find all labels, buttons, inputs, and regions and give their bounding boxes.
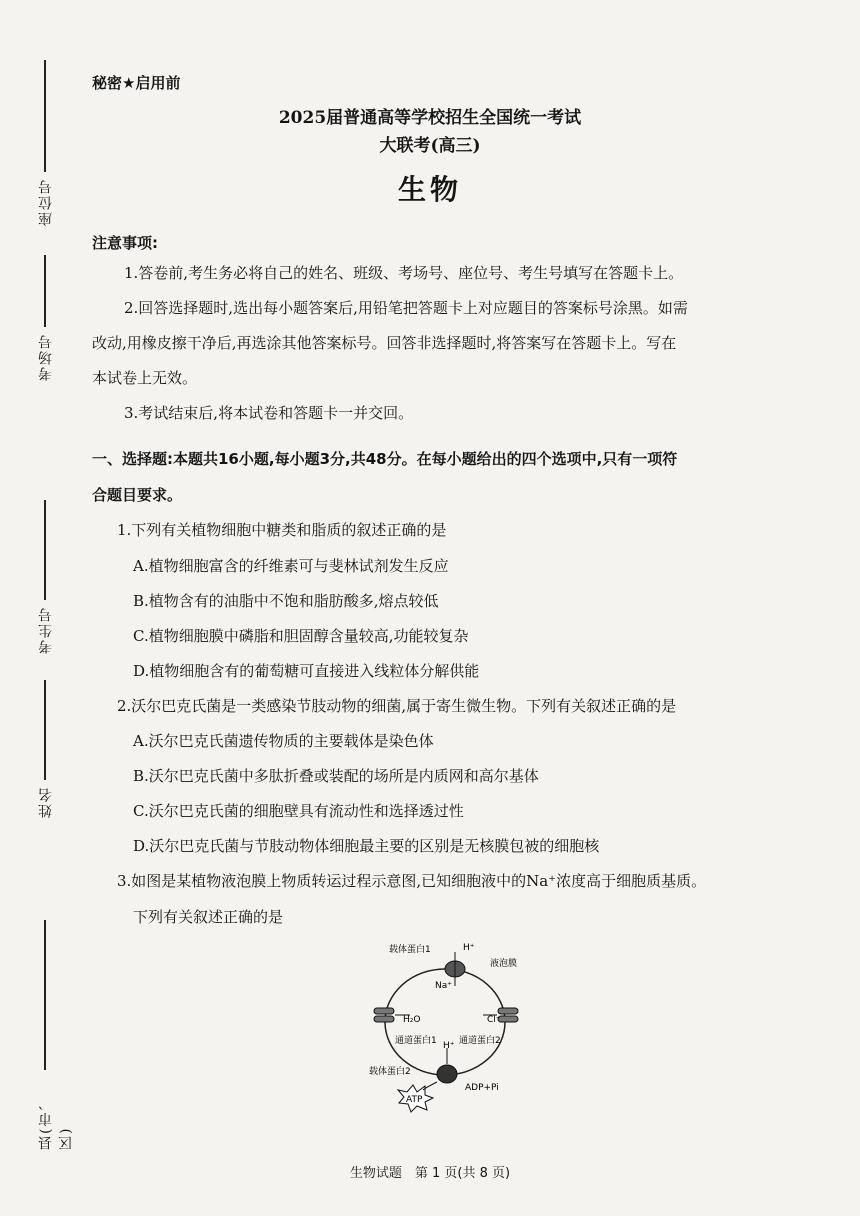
page-footer: 生物试题 第 1 页(共 8 页) xyxy=(349,1166,511,1181)
name-line xyxy=(44,680,46,780)
channel-2-lower xyxy=(498,1016,518,1022)
exam-subtitle: 大联考(高三) xyxy=(379,136,481,156)
label-h-top: H⁺ xyxy=(463,943,475,953)
question-1-option-d: D.植物细胞含有的葡萄糖可直接进入线粒体分解供能 xyxy=(133,662,480,680)
question-2-option-c: C.沃尔巴克氏菌的细胞壁具有流动性和选择透过性 xyxy=(133,802,464,820)
label-na: Na⁺ xyxy=(435,981,452,991)
carrier-protein-2-shape xyxy=(437,1065,457,1083)
question-1-option-c: C.植物细胞膜中磷脂和胆固醇含量较高,功能较复杂 xyxy=(133,627,469,645)
section-heading-cont: 合题目要求。 xyxy=(92,486,183,504)
examinee-field xyxy=(30,500,60,660)
note-item-2: 2.回答选择题时,选出每小题答案后,用铅笔把答题卡上对应题目的答案标号涂黑。如需 xyxy=(124,299,688,317)
county-field xyxy=(30,920,74,1150)
question-2-option-a: A.沃尔巴克氏菌遗传物质的主要载体是染色体 xyxy=(133,732,434,750)
label-carrier-2: 载体蛋白2 xyxy=(369,1067,411,1077)
question-2-option-b: B.沃尔巴克氏菌中多肽折叠或装配的场所是内质网和高尔基体 xyxy=(133,767,539,785)
seat-label: 座位号 xyxy=(38,178,54,226)
note-item-2-cont: 改动,用橡皮擦干净后,再选涂其他答案标号。回答非选择题时,将答案写在答题卡上。写在 xyxy=(92,334,677,352)
section-heading: 一、选择题:本题共16小题,每小题3分,共48分。在每小题给出的四个选项中,只有一项符 xyxy=(92,450,678,468)
label-adp: ADP+Pi xyxy=(465,1083,499,1093)
label-channel-1: 通道蛋白1 xyxy=(395,1036,437,1046)
label-h-mid: H⁺ xyxy=(443,1041,455,1051)
confidential-mark: 秘密★启用前 xyxy=(92,74,181,92)
note-item-2-cont2: 本试卷上无效。 xyxy=(92,369,198,387)
note-item-1: 1.答卷前,考生务必将自己的姓名、班级、考场号、座位号、考生号填写在答题卡上。 xyxy=(124,264,684,282)
channel-2-upper xyxy=(498,1008,518,1014)
label-channel-2: 通道蛋白2 xyxy=(459,1036,501,1046)
name-label: 姓名 xyxy=(38,786,54,818)
question-1-option-b: B.植物含有的油脂中不饱和脂肪酸多,熔点较低 xyxy=(133,592,439,610)
label-carrier-1: 载体蛋白1 xyxy=(389,945,431,955)
notes-heading: 注意事项: xyxy=(92,234,158,252)
room-line xyxy=(44,255,46,327)
question-2-stem: 2.沃尔巴克氏菌是一类感染节肢动物的细菌,属于寄生微生物。下列有关叙述正确的是 xyxy=(117,697,677,715)
label-h2o: H₂O xyxy=(403,1015,421,1025)
county-label: 县(市、区) xyxy=(38,1094,74,1150)
note-item-3: 3.考试结束后,将本试卷和答题卡一并交回。 xyxy=(124,404,414,422)
name-field xyxy=(30,680,60,820)
room-label: 考场号 xyxy=(38,333,54,381)
county-line xyxy=(44,920,46,1070)
question-3-stem-cont: 下列有关叙述正确的是 xyxy=(133,908,284,926)
label-atp: ATP xyxy=(406,1095,423,1105)
question-1-stem: 1.下列有关植物细胞中糖类和脂质的叙述正确的是 xyxy=(117,521,447,539)
label-membrane: 液泡膜 xyxy=(490,959,518,969)
examinee-line xyxy=(44,500,46,600)
room-field xyxy=(30,255,60,385)
question-1-option-a: A.植物细胞富含的纤维素可与斐林试剂发生反应 xyxy=(133,557,449,575)
exam-title: 2025届普通高等学校招生全国统一考试 xyxy=(278,108,582,128)
channel-1-upper xyxy=(374,1008,394,1014)
examinee-label: 考生号 xyxy=(38,606,54,654)
vacuole-transport-diagram xyxy=(355,940,530,1120)
question-3-stem: 3.如图是某植物液泡膜上物质转运过程示意图,已知细胞液中的Na⁺浓度高于细胞质基质。 xyxy=(117,872,707,890)
channel-1-lower xyxy=(374,1016,394,1022)
subject-title: 生物 xyxy=(397,173,462,206)
question-2-option-d: D.沃尔巴克氏菌与节肢动物体细胞最主要的区别是无核膜包被的细胞核 xyxy=(133,837,600,855)
label-cl: Cl⁻ xyxy=(487,1015,501,1025)
